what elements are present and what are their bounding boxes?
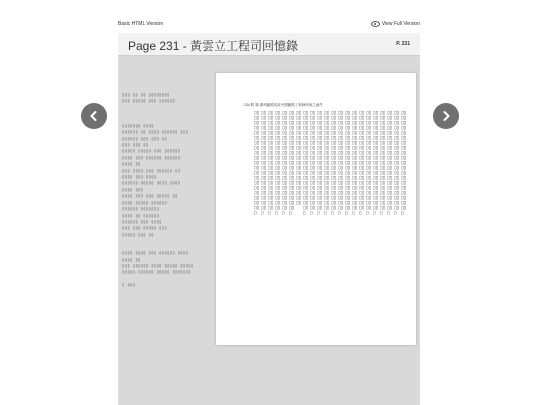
viewer-header: [118, 33, 420, 56]
basic-html-version-link[interactable]: Basic HTML Version: [118, 21, 164, 27]
view-full-version-link[interactable]: [371, 21, 420, 27]
page-header: 234 附 錄 廣州鐵路局致中國鐵路工程師學會之函件: [244, 103, 323, 107]
chevron-left-icon: [88, 110, 100, 122]
document-viewer: [118, 33, 420, 405]
view-full-version-label: View Full Version: [381, 21, 420, 27]
chevron-right-icon: [440, 110, 452, 122]
previous-page-button[interactable]: [81, 103, 107, 129]
page-title: Page 231 - 黃雲立工程司回憶錄: [128, 39, 299, 53]
ocr-text-layer: ▯▯▯ ▯▯ ▯▯ ▯▯▯▯▯▯▯▯ ▯▯▯ ▯▯▯▯▯ ▯▯▯ ▯▯▯▯▯▯ ▯▯▯▯▯▯▯ ▯▯▯▯ ▯▯▯▯▯▯ ▯▯ ▯▯▯▯ ▯▯▯▯▯▯ ▯▯▯ ▯▯▯▯▯▯ ▯▯▯ ▯▯▯ ▯▯ ▯▯▯ ▯▯▯ ▯▯ ▯▯▯▯▯ ▯▯▯▯▯ ▯▯▯ ▯▯▯▯▯▯ ▯▯▯▯ ▯▯▯ ▯▯▯▯▯▯ ▯▯▯▯▯▯ ▯▯▯▯ ▯▯ ▯▯▯ ▯▯▯▯ ▯▯▯ ▯▯▯▯▯▯ ▯▯ ▯▯▯▯ ▯▯▯ ▯▯▯▯ ▯▯▯▯▯▯ ▯▯▯▯▯ ▯▯▯▯ ▯▯▯▯ ▯▯▯▯ ▯▯▯ ▯▯▯▯ ▯▯▯ ▯▯▯ ▯▯▯▯▯ ▯▯ ▯▯▯▯ ▯▯▯▯▯ ▯▯▯▯▯▯ ▯▯▯▯▯▯ ▯▯▯▯▯▯▯ ▯▯▯▯ ▯▯ ▯▯▯▯▯▯ ▯▯▯▯▯▯ ▯▯▯ ▯▯▯▯ ▯▯▯ ▯▯▯ ▯▯▯▯▯ ▯▯▯ ▯▯▯▯▯ ▯▯▯ ▯▯ ▯▯▯▯ ▯▯▯▯ ▯▯▯ ▯▯▯▯▯▯ ▯▯▯▯ ▯▯▯▯ ▯▯ ▯▯▯ ▯▯▯▯▯▯ ▯▯▯▯ ▯▯▯▯▯ ▯▯▯▯▯ ▯▯▯▯▯ ▯▯▯▯▯▯ ▯▯▯▯▯ ▯▯▯▯▯▯▯ ▯ ▯▯▯: [122, 93, 194, 288]
page-number: P. 231: [396, 41, 410, 47]
next-page-button[interactable]: [433, 103, 459, 129]
scanned-page: 234 附 錄 廣州鐵路局致中國鐵路工程師學會之函件 ▯▯▯▯▯▯▯▯▯▯▯▯▯▯▯▯▯▯▯▯▯▯▯▯▯▯▯▯▯▯▯▯▯▯▯▯▯▯▯▯▯ ▯▯▯▯▯▯▯▯▯▯▯▯▯▯▯▯▯▯▯▯▯▯▯▯▯▯▯▯▯▯▯▯▯▯▯▯▯▯▯▯▯ ▯▯▯▯▯▯▯▯▯▯▯▯▯▯▯▯▯▯▯▯▯▯▯▯▯▯▯▯▯▯▯▯▯▯▯▯▯▯▯▯▯ ▯▯▯▯▯▯▯▯▯▯▯▯▯▯▯▯▯▯▯▯▯▯▯▯▯▯▯▯▯▯▯▯▯▯▯▯▯▯▯▯▯ ▯▯▯▯▯▯▯▯▯▯▯▯▯▯▯▯▯▯▯▯▯▯▯▯▯▯▯▯▯▯▯▯▯▯▯▯▯▯▯▯▯ ▯▯▯▯▯▯▯▯▯▯▯▯▯▯▯▯▯▯▯▯▯▯▯▯▯▯▯▯▯▯▯▯▯▯▯▯▯▯▯▯▯ ▯▯▯▯▯▯▯▯▯▯▯▯▯▯▯▯▯▯▯▯▯▯▯▯▯▯▯▯▯▯▯▯▯▯▯▯▯▯▯▯▯ ▯▯▯▯▯▯▯▯▯▯▯▯▯▯▯▯▯▯▯▯▯▯▯▯▯▯▯▯▯▯▯▯▯▯▯▯▯▯▯▯▯ ▯▯▯▯▯▯▯▯▯▯▯▯▯▯▯▯▯▯▯▯▯▯▯▯▯▯▯▯▯▯▯▯▯▯▯▯▯▯▯▯▯ ▯▯▯▯▯▯▯▯▯▯▯▯▯▯▯▯▯▯▯▯▯▯▯▯▯▯▯▯▯▯▯▯▯▯▯▯▯▯▯▯▯ ▯▯▯▯▯▯▯▯▯▯▯▯▯▯▯▯▯▯▯▯▯▯▯▯▯▯▯▯▯▯▯▯▯▯▯▯▯▯▯▯▯ ▯▯▯▯▯▯▯▯▯▯▯▯▯▯▯▯▯▯▯▯▯▯▯▯▯▯▯▯▯▯▯▯▯▯▯▯▯▯▯▯▯ ▯▯▯▯▯▯▯▯▯▯▯▯▯▯▯▯▯▯▯▯▯▯▯▯▯▯▯▯▯▯▯▯▯▯▯▯▯▯▯▯▯ ▯▯▯▯▯▯▯▯▯▯▯▯▯▯▯▯▯▯▯▯▯▯▯▯▯▯▯▯▯▯▯▯▯▯▯▯▯▯▯▯▯ ▯▯▯▯▯▯▯▯▯▯▯▯▯▯▯▯▯▯▯▯▯▯▯▯▯▯▯▯▯▯▯▯▯▯▯▯▯▯▯▯▯ ▯▯▯▯▯▯▯▯▯▯▯▯▯▯▯▯▯▯▯▯▯▯▯▯▯▯▯▯▯▯▯▯▯▯▯▯▯▯ ▯▯▯▯▯▯▯▯▯▯▯▯▯▯▯▯▯▯▯▯▯▯▯▯▯▯▯▯▯▯▯▯▯▯▯▯▯▯▯▯▯ ▯▯▯▯▯▯▯▯▯▯▯▯▯▯▯▯▯▯▯▯▯▯▯▯▯▯▯▯▯▯▯▯▯▯▯▯▯▯▯▯▯ ▯▯▯▯▯▯▯▯▯▯▯▯▯▯▯▯▯▯▯▯▯▯▯▯▯▯▯▯▯▯▯▯▯▯▯▯▯▯▯▯▯ ▯▯▯▯▯▯▯▯▯▯▯▯▯▯▯▯▯▯▯▯▯▯▯▯▯▯▯▯▯▯▯▯▯▯▯▯▯▯▯▯▯ ▯▯▯▯▯▯▯▯▯▯▯▯▯▯▯▯▯▯▯▯▯▯▯▯▯▯▯▯▯▯▯▯▯▯▯▯▯▯▯▯▯ ▯▯▯▯▯▯▯▯▯▯▯▯▯▯▯▯▯▯▯▯▯▯▯▯▯▯▯▯▯▯▯▯▯▯▯▯▯▯▯▯▯: [216, 73, 416, 345]
top-bar: [118, 18, 420, 30]
eye-icon: [371, 21, 380, 27]
